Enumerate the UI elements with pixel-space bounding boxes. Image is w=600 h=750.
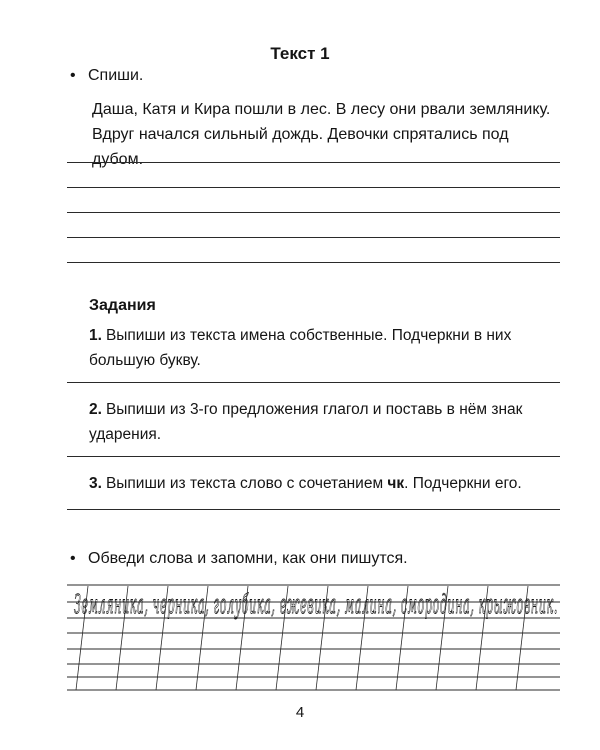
trace-words-line-1: Земляника, черника, голубика, ежевика, малина, смородина, крыжовник. <box>74 590 558 620</box>
task-text: Выпиши из 3-го предложения глагол и поставь в нём знак ударения. <box>89 401 523 443</box>
trace-instruction-text: Обведи слова и запомни, как они пишутся. <box>88 550 408 567</box>
task-number: 3. <box>89 475 102 492</box>
task-text-end: . Подчеркни его. <box>404 475 522 492</box>
task-text: Выпиши из текста имена собственные. Подчеркни в них большую букву. <box>89 327 512 369</box>
copy-instruction-text: Спиши. <box>88 67 144 84</box>
source-text-line-1: Даша, Катя и Кира пошли в лес. В лесу они рвали землянику. <box>92 101 551 118</box>
task-number: 2. <box>89 401 102 418</box>
bullet-icon: • <box>70 67 76 84</box>
bullet-icon: • <box>70 550 76 567</box>
task-text: Выпиши из текста слово с сочетанием <box>105 475 388 492</box>
source-text-line-2: Вдруг начался сильный дождь. Девочки спрятались под дубом. <box>92 126 509 168</box>
tasks-heading: Задания <box>89 297 156 314</box>
task-number: 1. <box>89 327 102 344</box>
page-number: 4 <box>295 704 305 721</box>
page-title: Текст 1 <box>270 44 330 63</box>
task-highlight: чк <box>387 475 405 492</box>
